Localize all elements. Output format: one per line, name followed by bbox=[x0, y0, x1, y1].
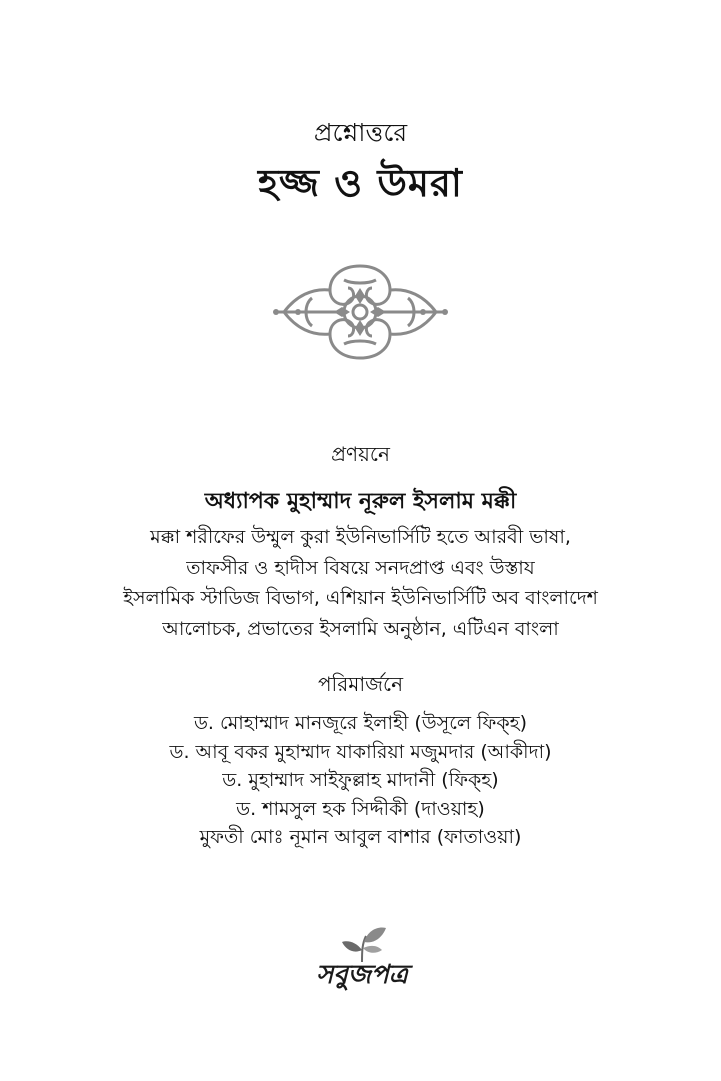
book-subtitle: প্রশ্নোত্তরে bbox=[313, 118, 408, 147]
credential-line: আলোচক, প্রভাতের ইসলামি অনুষ্ঠান, এটিএন বাংলা bbox=[162, 617, 559, 640]
arabesque-ornament-icon bbox=[272, 258, 449, 366]
reviewer-item: ড. মোহাম্মাদ মানজূরে ইলাহী (উসূলে ফিক্‌হ) bbox=[193, 712, 528, 734]
revised-by-label: পরিমার্জনে bbox=[317, 672, 404, 696]
author-credentials bbox=[0, 522, 721, 644]
reviewer-item: ড. আবূ বকর মুহাম্মাদ যাকারিয়া মজুমদার (আকীদা) bbox=[169, 740, 552, 763]
credential-line: তাফসীর ও হাদীস বিষয়ে সনদপ্রাপ্ত এবং উস্তায bbox=[186, 556, 535, 579]
reviewer-item: মুফতী মোঃ নূমান আবুল বাশার (ফাতাওয়া) bbox=[199, 826, 522, 848]
publisher-logo bbox=[316, 924, 408, 990]
reviewer-list bbox=[0, 709, 721, 852]
publisher-name: সবুজপত্র bbox=[316, 960, 408, 990]
credential-line: ইসলামিক স্টাডিজ বিভাগ, এশিয়ান ইউনিভার্সিটি অব বাংলাদেশ bbox=[123, 587, 598, 609]
reviewer-item: ড. শামসুল হক সিদ্দীকী (দাওয়াহ) bbox=[236, 797, 485, 820]
book-title: হজ্জ ও উমরা bbox=[258, 161, 463, 205]
reviewer-item: ড. মুহাম্মাদ সাইফুল্লাহ মাদানী (ফিক্‌হ) bbox=[222, 769, 499, 791]
credential-line: মক্কা শরীফের উম্মুল কুরা ইউনিভার্সিটি হতে আরবী ভাষা, bbox=[150, 526, 571, 548]
compiled-by-label: প্রণয়নে bbox=[331, 442, 390, 466]
author-name: অধ্যাপক মুহাম্মাদ নূরুল ইসলাম মক্কী bbox=[204, 489, 517, 514]
